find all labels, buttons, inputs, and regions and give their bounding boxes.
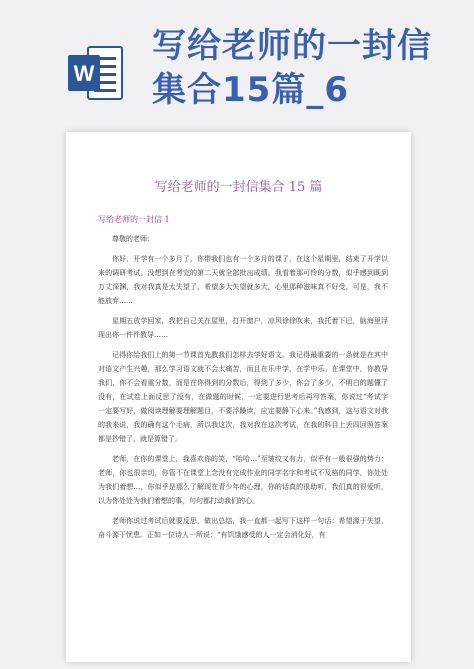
- paragraph: 记得你给我们上的第一节课首先教我们怎样去学好语文。我记得最重要的一条就是在其中对语文产生兴趣，那么学习语文就不会太痛苦，而且在乐中学，在学中乐。在课堂中，你教导我们，你不会看重分数，而是在你得到的分数后，得到了多少，你会了多少，不明白的题懂了没有，在试卷上面反思了没有，在做题的时候，一定要进行思考后再写答案，你说过“考试字一定要写好，做阅读理解要理解题目，不要浮躁读，应定要静下心来。”我感到，这与语文对我的我来说，我的确有这个毛病，所以我这次，我对我在这次考试，在我的科目上丢四回照答案都是抄错了，就是算错了。: [98, 351, 388, 443]
- banner-title-line1: 写给老师的一封信: [152, 26, 432, 66]
- banner-title-line2: 集合15篇_6: [152, 70, 349, 110]
- section-heading: 写给老师的一封信 1: [98, 215, 170, 224]
- document-body: [98, 232, 388, 548]
- greeting: 尊敬的老师:: [112, 235, 150, 243]
- paragraph: 你好，开学有一个多月了，你带我们也有一个多月的课了，在这个星期里，结束了开学以来的调研考试。没想到在考完的第二天就全部批出成绩。我看着那可怜的分数，似乎感到既到万丈深渊，我对我真是太失望了，希望多大失望就多大，心里那种滋味真不好受，可是，我不能放弃……: [98, 255, 388, 305]
- paragraph: 星期五放学回家，我把自己关在屋里，打开窗户，凉风徐徐吹来，我托着下巴，脑海里浮现出你一件件教导……: [98, 317, 388, 339]
- document-page: [66, 132, 411, 662]
- banner-title: [152, 24, 472, 112]
- document-title: 写给老师的一封信集合 15 篇: [154, 180, 323, 195]
- word-document-icon: [66, 43, 126, 103]
- svg-text:W: W: [73, 61, 95, 86]
- paragraph: 老师，在你的课堂上，我喜欢你的笑，“哈哈…”至皱纹又有力，似乎有一般很强的势力；老师，你也很亲切，你管不在课堂上念没有完成作业的同学名字和考试不及格的同学，你处处为我们着想…，你似乎是那么了解现在青少年的心理，你的话真的很助听，我们真的很爱听，以为你处处为我们着想的事，句句都打动我们的心。: [98, 455, 388, 505]
- header-banner: [0, 0, 474, 120]
- paragraph: 老师你说过考试后就要反思，做出总结，我一直都一起写下这样一句话：希望源于失望，奋斗源于忧患。正如一位诗人一所说：“有饥饿感受的人一定会消化好，有: [98, 517, 388, 539]
